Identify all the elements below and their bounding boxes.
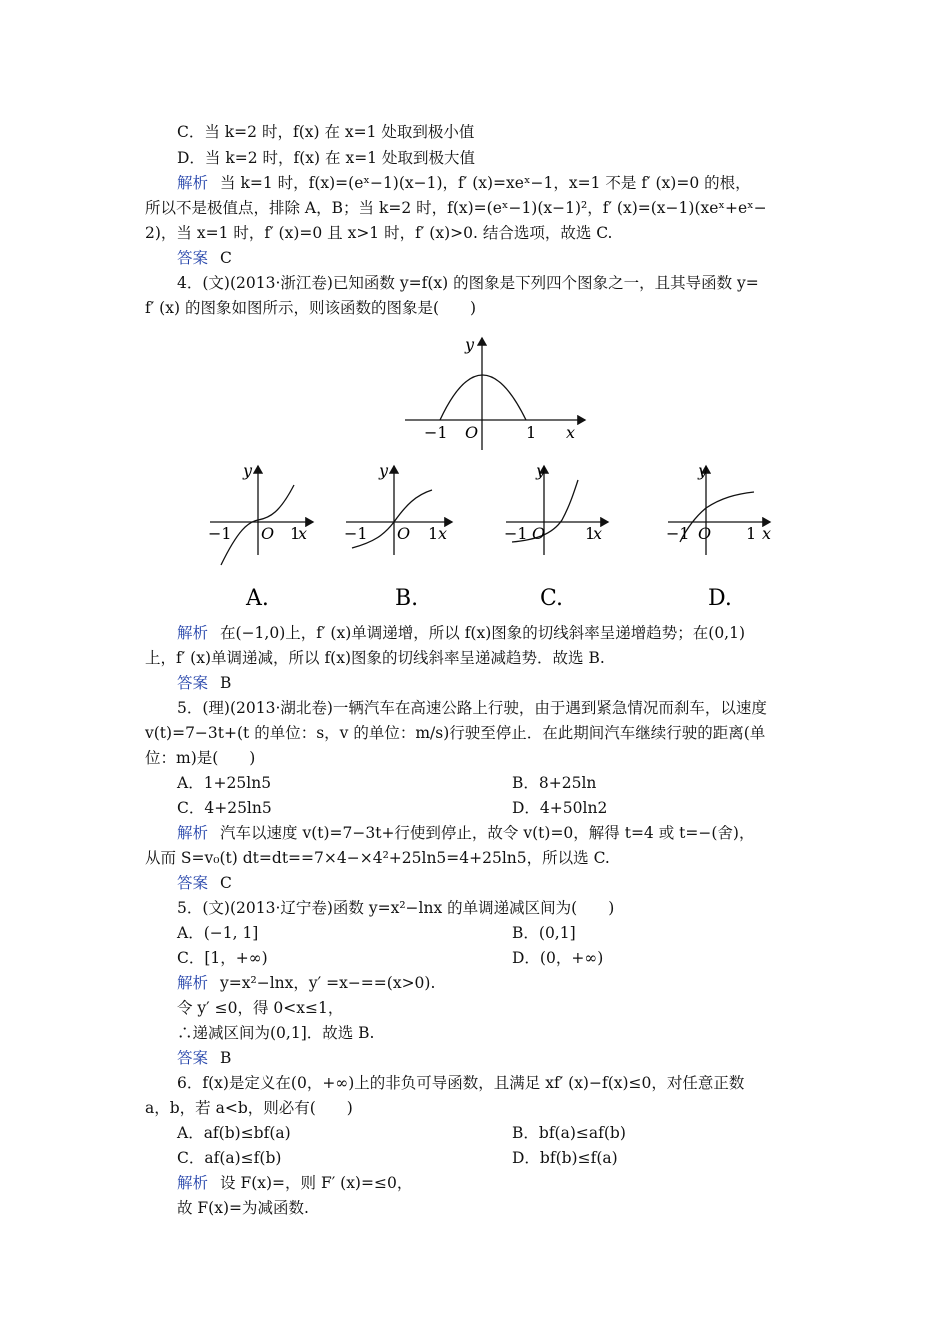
choice-a: A．1+25ln5 <box>177 774 272 792</box>
c-pos-tick: 1 <box>585 524 596 543</box>
question-line: 位：m)是( ) <box>145 749 256 767</box>
solution-line <box>177 1173 412 1193</box>
answer-line <box>177 1048 231 1068</box>
solution-line <box>177 973 435 993</box>
d-origin-label: O <box>698 524 712 543</box>
derivative-figure <box>0 330 950 615</box>
b-neg-tick: −1 <box>344 524 368 543</box>
question-line: 5．(理)(2013·湖北卷)一辆汽车在高速公路上行驶，由于遇到紧急情况而刹车，以速度 <box>177 699 767 717</box>
main-neg-tick: −1 <box>424 423 448 442</box>
d-letter: D. <box>708 586 732 611</box>
c-letter: C. <box>540 586 564 611</box>
c-y-label: y <box>536 461 546 480</box>
option-c-line: C．当 k=2 时，f(x) 在 x=1 处取到极小值 <box>177 123 475 141</box>
answer-value: B <box>220 1049 232 1067</box>
answer-value: C <box>220 249 232 267</box>
choice-c: C．[1，+∞) <box>177 949 268 967</box>
choice-c: C．4+25ln5 <box>177 799 272 817</box>
solution-line: 令 y′ ≤0，得 0<x≤1， <box>177 999 344 1017</box>
answer-line <box>177 673 231 693</box>
c-origin-label: O <box>532 524 546 543</box>
a-y-label: y <box>243 461 253 480</box>
question-line: 6．f(x)是定义在(0，+∞)上的非负可导函数，且满足 xf′ (x)−f(x)≤0，对任意正数 <box>177 1074 745 1092</box>
question-line: a，b，若 a<b，则必有( ) <box>145 1099 353 1117</box>
answer-label: 答案 <box>177 874 209 892</box>
main-y-label: y <box>465 335 475 354</box>
answer-label: 答案 <box>177 1049 209 1067</box>
a-origin-label: O <box>261 524 275 543</box>
solution-line: ∴递减区间为(0,1]．故选 B. <box>177 1024 375 1042</box>
option-d-graph <box>666 461 771 611</box>
a-pos-tick: 1 <box>290 524 301 543</box>
main-origin-label: O <box>465 423 479 442</box>
solution-text: 设 F(x)=，则 F′ (x)=≤0， <box>220 1174 413 1192</box>
choice-d: D．4+50ln2 <box>512 799 608 817</box>
option-a-graph <box>208 461 313 611</box>
a-x-label: x <box>298 524 308 543</box>
answer-value: C <box>220 874 232 892</box>
choice-a: A．(−1, 1] <box>177 924 259 942</box>
solution-line: 故 F(x)=为减函数. <box>177 1199 309 1217</box>
b-pos-tick: 1 <box>428 524 439 543</box>
solution-label: 解析 <box>177 1174 209 1192</box>
d-neg-tick: −1 <box>666 524 690 543</box>
choice-a: A．af(b)≤bf(a) <box>177 1124 291 1142</box>
option-b-graph <box>344 461 452 611</box>
c-neg-tick: −1 <box>504 524 528 543</box>
main-derivative-graph <box>405 335 585 450</box>
solution-text: 当 k=1 时，f(x)=(eˣ−1)(x−1)，f′ (x)=xeˣ−1，x=1 不是 f′ (x)=0 的根， <box>220 174 751 192</box>
answer-value: B <box>220 674 232 692</box>
solution-line: 从而 S=v₀(t) dt=dt==7×4−×4²+25ln5=4+25ln5，所以选 C. <box>145 849 610 867</box>
b-x-label: x <box>438 524 448 543</box>
question-line: f′ (x) 的图象如图所示，则该函数的图象是( ) <box>145 299 477 317</box>
solution-line <box>177 823 754 843</box>
answer-label: 答案 <box>177 674 209 692</box>
b-y-label: y <box>379 461 389 480</box>
main-pos-tick: 1 <box>526 423 537 442</box>
d-pos-tick: 1 <box>746 524 757 543</box>
question-line: v(t)=7−3t+(t 的单位：s，v 的单位：m/s)行驶至停止．在此期间汽车继续行驶的距离(单 <box>145 724 766 742</box>
d-x-label: x <box>762 524 772 543</box>
solution-label: 解析 <box>177 974 209 992</box>
question-line: 5．(文)(2013·辽宁卷)函数 y=x²−lnx 的单调递减区间为( ) <box>177 899 615 917</box>
solution-label: 解析 <box>177 824 209 842</box>
b-letter: B. <box>395 586 419 611</box>
answer-line <box>177 248 232 268</box>
choice-b: B．(0,1] <box>512 924 576 942</box>
solution-line: 2)，当 x=1 时，f′ (x)=0 且 x>1 时，f′ (x)>0. 结合选项，故选 C. <box>145 224 613 242</box>
d-y-label: y <box>698 461 708 480</box>
solution-line: 上，f′ (x)单调递减，所以 f(x)图象的切线斜率呈递减趋势．故选 B. <box>145 649 605 667</box>
solution-text: y=x²−lnx，y′ =x−==(x>0). <box>220 974 436 992</box>
b-origin-label: O <box>397 524 411 543</box>
option-d-line: D．当 k=2 时，f(x) 在 x=1 处取到极大值 <box>177 149 475 167</box>
solution-label: 解析 <box>177 174 209 192</box>
answer-label: 答案 <box>177 249 209 267</box>
choice-b: B．bf(a)≤af(b) <box>512 1124 626 1142</box>
main-x-label: x <box>566 423 576 442</box>
c-x-label: x <box>593 524 603 543</box>
a-letter: A. <box>246 586 269 611</box>
choice-b: B．8+25ln <box>512 774 597 792</box>
solution-line <box>177 623 745 643</box>
solution-text: 汽车以速度 v(t)=7−3t+行使到停止，故令 v(t)=0，解得 t=4 或 t=−(舍)， <box>220 824 755 842</box>
option-c-graph <box>504 461 608 611</box>
solution-line: 所以不是极值点，排除 A，B；当 k=2 时，f(x)=(eˣ−1)(x−1)²，f′ (x)=(x−1)(xeˣ+eˣ− <box>145 199 767 217</box>
choice-c: C．af(a)≤f(b) <box>177 1149 282 1167</box>
solution-text: 在(−1,0)上，f′ (x)单调递增，所以 f(x)图象的切线斜率呈递增趋势；在(0,1) <box>220 624 746 642</box>
question-line: 4．(文)(2013·浙江卷)已知函数 y=f(x) 的图象是下列四个图象之一，且其导函数 y= <box>177 274 759 292</box>
a-neg-tick: −1 <box>208 524 232 543</box>
choice-d: D．bf(b)≤f(a) <box>512 1149 618 1167</box>
solution-label: 解析 <box>177 624 209 642</box>
choice-d: D．(0，+∞) <box>512 949 604 967</box>
solution-line <box>177 173 751 193</box>
answer-line <box>177 873 232 893</box>
